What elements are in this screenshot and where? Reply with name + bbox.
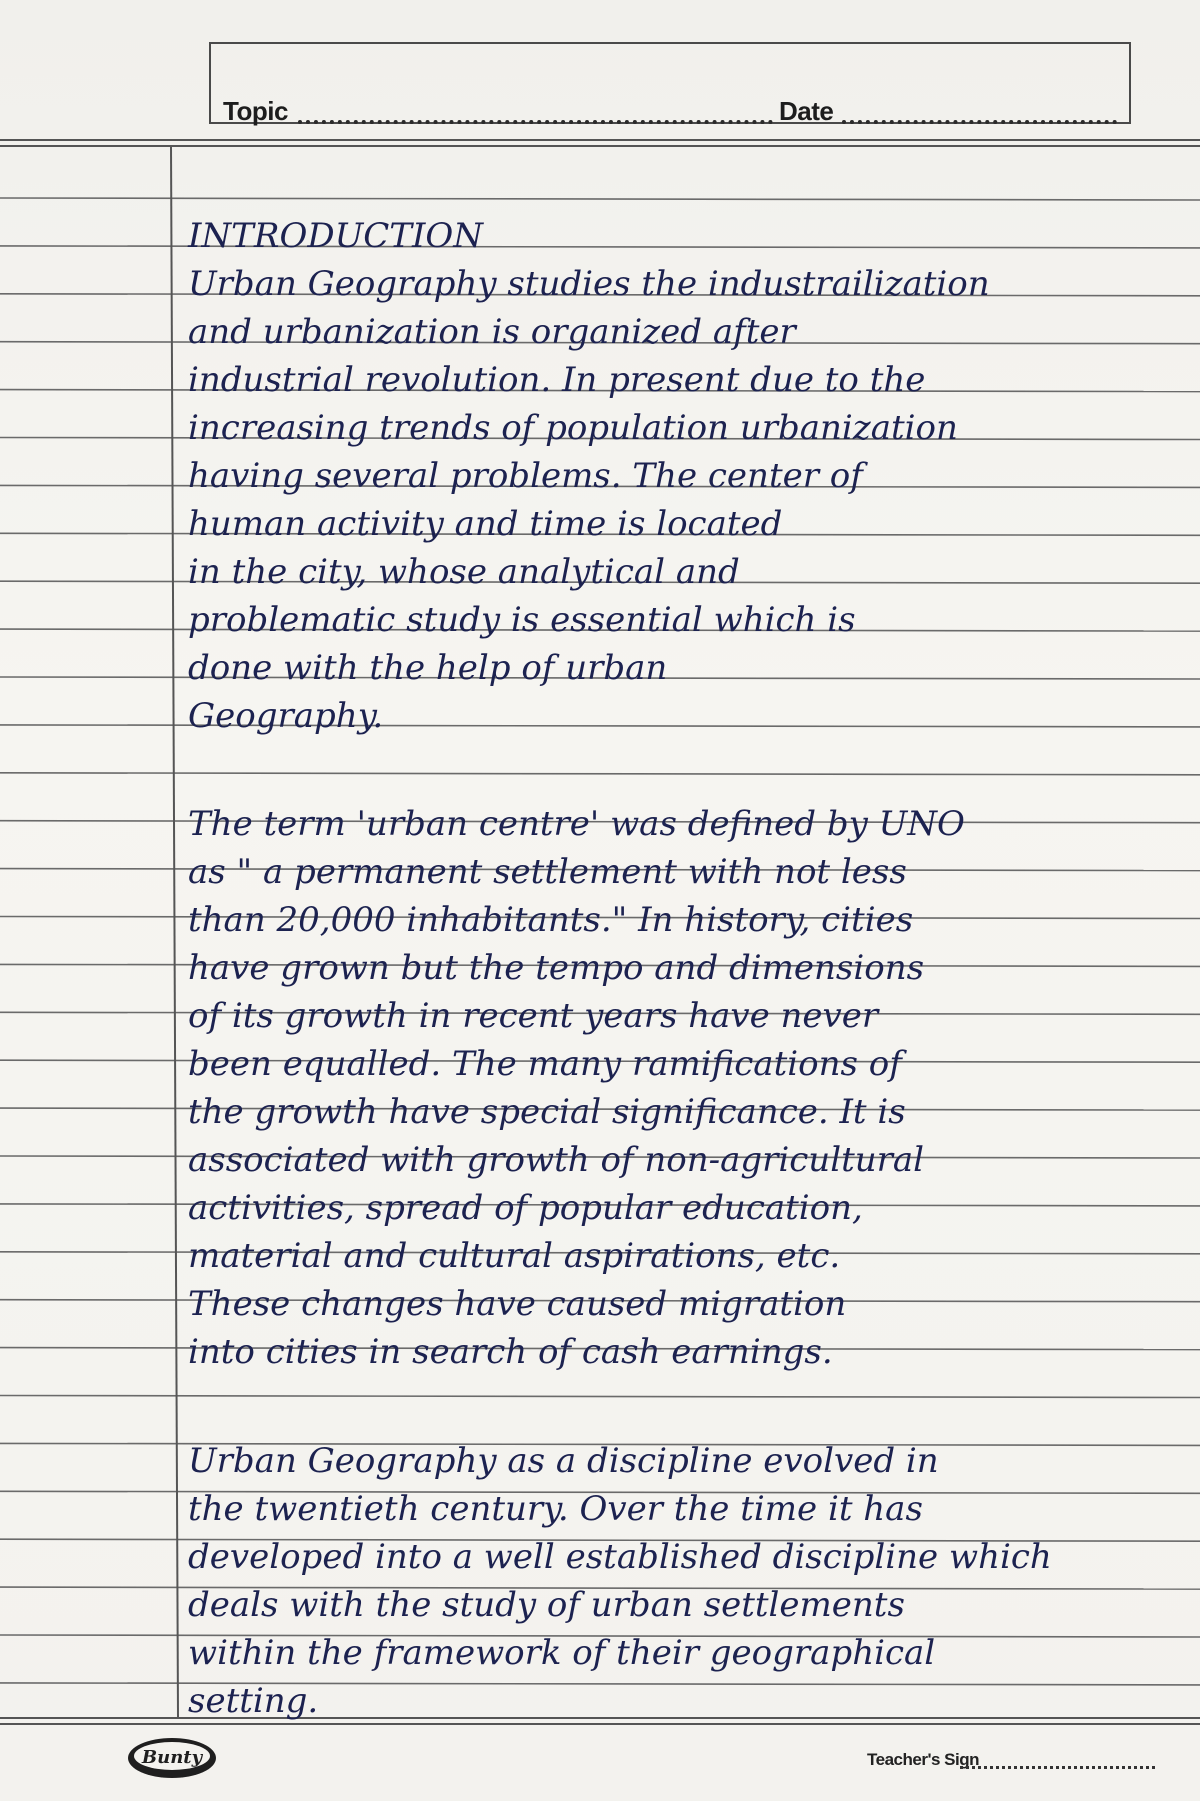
note-heading: INTRODUCTION [188,216,483,256]
date-label: Date [779,96,834,126]
paragraph-3 [188,1437,1052,1725]
note-line: as " a permanent settlement with not less [188,852,907,892]
bunty-logo [124,1733,224,1783]
topic-dotted-line [298,100,773,124]
note-line: the twentieth century. Over the time it has [188,1489,923,1529]
note-line: have grown but the tempo and dimensions [188,948,925,988]
note-line: problematic study is essential which is [188,600,856,640]
note-line: in the city, whose analytical and [188,552,740,592]
note-line: activities, spread of popular education, [188,1188,863,1228]
note-line: industrial revolution. In present due to the [188,360,926,400]
note-line: developed into a well established discipline which [188,1537,1052,1577]
teacher-sign-label: Teacher's Sign [867,1750,979,1769]
topic-label: Topic [223,96,288,126]
note-line: increasing trends of population urbanization [188,408,958,448]
note-line: into cities in search of cash earnings. [188,1332,833,1372]
note-line: human activity and time is located [188,504,783,544]
note-line: and urbanization is organized after [188,312,796,352]
note-line: having several problems. The center of [188,456,863,496]
note-line: deals with the study of urban settlements [188,1585,905,1625]
note-line: The term 'urban centre' was defined by UNO [188,804,965,844]
logo-text: Bunty [141,1747,203,1768]
note-line: the growth have special significance. It is [188,1092,906,1132]
note-line: These changes have caused migration [188,1284,847,1324]
note-line: within the framework of their geographical [188,1633,936,1673]
note-line: than 20,000 inhabitants." In history, cities [188,900,914,940]
note-line: associated with growth of non-agricultural [188,1140,925,1180]
note-line: Geography. [188,696,384,736]
note-line: material and cultural aspirations, etc. [188,1236,841,1276]
note-line: Urban Geography studies the industrailization [188,264,990,304]
note-line: setting. [188,1681,319,1721]
note-line: been equalled. The many ramifications of [188,1044,902,1084]
teacher-sign-dotted-line [960,1752,1155,1769]
paragraph-2 [188,800,965,1376]
note-line: Urban Geography as a discipline evolved in [188,1441,939,1481]
date-dotted-line [842,100,1117,124]
paragraph-1 [188,260,990,740]
note-line: done with the help of urban [188,648,668,688]
note-line: of its growth in recent years have never [188,996,879,1036]
